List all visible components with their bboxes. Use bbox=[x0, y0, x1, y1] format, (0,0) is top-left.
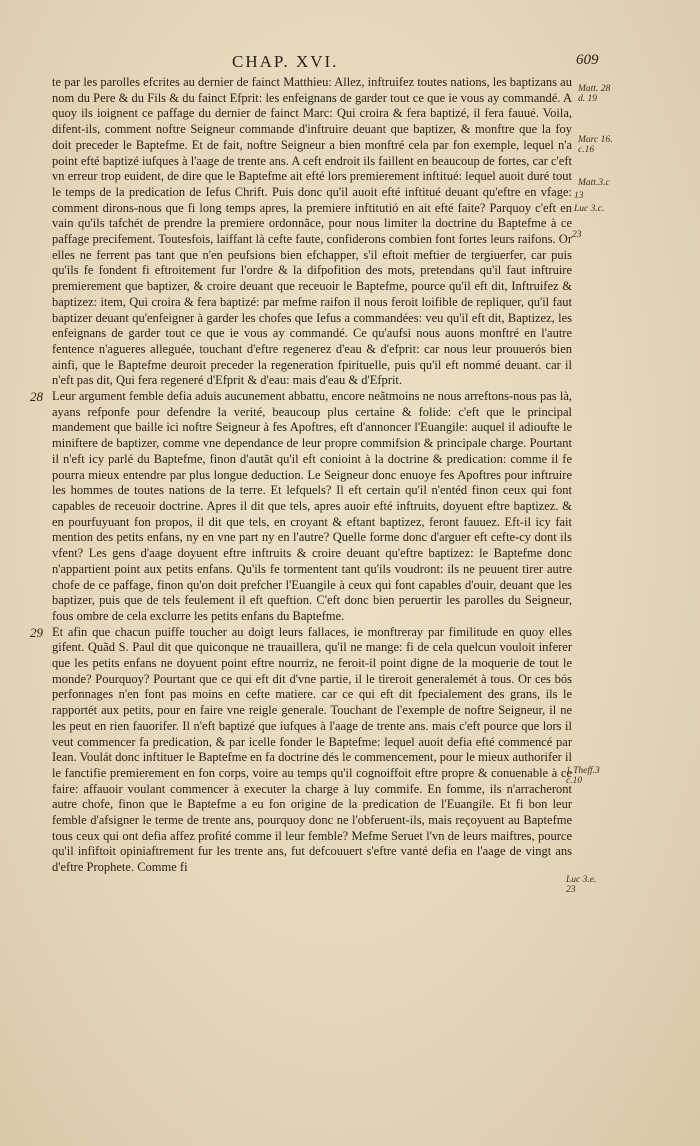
margin-note: Matt.3.c bbox=[578, 178, 610, 188]
margin-note: 23 bbox=[572, 230, 582, 240]
running-head: CHAP. XVI. bbox=[232, 52, 339, 71]
margin-note: Luc 3.e. 23 bbox=[566, 875, 597, 895]
margin-note: 1.Theff.3 c.10 bbox=[566, 766, 600, 786]
paragraph-text: te par les parolles efcrites au dernier de fainct Matthieu: Allez, inftruifez toutes nations, les baptizans au nom du Pere & du Fils & du fainct Efprit: les enfeignans de garder tout ce que ie vous ay commandé. A quoy ils ioignent ce paffage du dernier de fainct Marc: Qui croira & fera baptizé, il fera fauué. Voila, difent-ils, comment noftre Seigneur commande d'inftruire deuant que baptizer, & monftre que la foy doit preceder le Baptefme. Et de fait, noftre Seigneur a bien monftré cela par fon exemple, lequel n'a point efté baptizé iufques à l'aage de trente ans. A ceft endroit ils faillent en beaucoup de fortes, car c'eft vn erreur trop euident, de dire que le Baptefme ait efté lors premierement inftitué: lequel auoit duré tout le temps de la predication de Iefus Chrift. Puis donc qu'il auoit efté inftitué deuant qu'eftre en vfage: comment dirons-nous que fi long temps apres, la premiere inftitutió en ait efté faite? Parquoy c'eft en vain qu'ils tafchét de prendre la premiere ordonnãce, pour nous limiter la doctrine du Baptefme à ce paffage precifement. Toutesfois, laiffant là cefte faute, confiderons combien font fortes leurs raifons. Or elles ne ferrent pas tant que n'en peufsions bien efchapper, s'il eftoit meftier de tergiuerfer, car puis qu'ils fe fondent fi eftroitement fur l'ordre & la difpofition des mots, pretendans qu'il faut inftruire premierement que baptizer, & croire deuant que receuoir le Baptefme, pource qu'il eft dit, Inftruifez & baptizez: item, Qui croira & fera baptizé: par mefme raifon il nous feroit loifible de repliquer, qu'il faut baptizer deuant qu'enfeigner à garder les chofes que Iefus a commandées: veu qu'il eft dit, Baptizez, les enfeignans de garder tout ce que ie vous ay commandé. Ce qu'aufsi nous auons monftré en l'autre fentence n'agueres alleguée, touchant d'eftre regenerez d'eau & d'efprit: car nous leur prouuerós bien ainfi, que le Baptefme deuroit preceder la regeneration fpirituelle, puis qu'il eft nommé deuant. car il n'eft pas dit, Qui fera regeneré d'Efprit & d'eau: mais d'eau & d'Efprit. bbox=[52, 75, 572, 388]
margin-note: Luc 3.c. bbox=[574, 204, 605, 214]
paragraph-number: 29 bbox=[30, 624, 43, 640]
page-number: 609 bbox=[576, 52, 599, 68]
margin-note: Marc 16. c.16 bbox=[578, 135, 613, 155]
paragraph-text: Leur argument femble defia aduis aucunement abbattu, encore neãtmoins ne nous arreftons-nous pas là, ayans refponfe pour defendre la verité, beaucoup plus certaine & folide: c'eft que le principal mandement que baille ici noftre Seigneur à fes Apoftres, eft d'annoncer l'Euangile: auquel il adioufte le miniftere de baptizer, comme vne dependance de leur propre commifsion & principale charge. Pourtant il n'eft icy parlé du Baptefme, finon d'autãt qu'il eft conioint à la doctrine & predication: comme il fe pourra mieux entendre par plus longue deduction. Le Seigneur donc enuoye fes Apoftres pour inftruire les hommes de toutes nations de la terre. Et lefquels? Il eft certain qu'il n'entéd finon ceux qui font capables de receuoir doctrine. Apres il dit que tels, apres auoir efté inftruits, doyuent eftre baptizez. & en pourfuyuant fon propos, il dit que tels, en croyant & eftant baptizez, feront fauuez. Eft-il icy fait mention des petits enfans, ny en vne part ny en l'autre? Quelle forme donc d'arguer eft cefte-cy dont ils vfent? Les gens d'aage doyuent eftre inftruits & croire deuant qu'eftre baptizez: le Baptefme donc n'appartient point aux petits enfans. Qu'ils fe tormentent tant qu'ils voudront: ils ne peuuent tirer autre chofe de ce paffage, finon qu'on doit prefcher l'Euangile à ceux qui font capables d'ouir, deuant que les baptizer, puis que de tels feulement il eft queftion. C'eft donc bien peruertir les parolles du Seigneur, fous ombre de cela exclurre les petits enfans du Baptefme. bbox=[52, 389, 572, 623]
margin-note: 13 bbox=[574, 191, 584, 201]
paragraph-number: 28 bbox=[30, 389, 43, 405]
paragraph-text: Et afin que chacun puiffe toucher au doigt leurs fallaces, ie monftreray par fimilitude en quoy elles gifent. Quãd S. Paul dit que quiconque ne trauaillera, qu'il ne mange: fi de cela quelcun vouloit inferer que les petits enfans ne doyuent point eftre nourriz, ne feroit-il point digne de la moquerie de tout le monde? Pourquoy? Pourtant que ce qui eft dit d'vne partie, il le tireroit generalemét à tous. Or ces bós perfonnages n'en font pas moins en cefte matiere. car ce qui eft dit fpecialement des grans, ils le rapportét aux petits, pour en faire vne reigle generale. Touchant de l'exemple de noftre Seigneur, il ne les peut en rien fauorifer. Il n'eft baptizé que iufques à l'aage de trente ans. mais c'eft pource que lors il veut commencer fa predication, & par icelle fonder le Baptefme: lequel auoit defia efté commencé par Iean. Voulát donc inftituer le Baptefme en fa doctrine dés le commencement, pour le mieux authorifer il le fanctifie premierement en fon corps, voire au temps qu'il cognoiffoit eftre propre & conuenable à ce faire: affauoir voulant commencer à executer la charge à luy commife. En fomme, ils n'arracheront autre chofe, finon que le Baptefme a eu fon origine de la predication de l'Euangile. Et fi bon leur femble d'afsigner le terme de trente ans, pourquoy donc ne l'obferuent-ils, mais reçoyuent au Baptefme tous ceux qui ont defia affez profité comme il leur femble? Mefme Seruet l'vn de leurs maiftres, pource qu'il infiftoit opiniaftrement fur les trente ans, fut defcouuert s'eftre vanté defia en l'aage de vingt ans d'eftre Prophete. Comme fi bbox=[52, 624, 572, 875]
margin-note: Matt. 28 d. 19 bbox=[578, 84, 611, 104]
